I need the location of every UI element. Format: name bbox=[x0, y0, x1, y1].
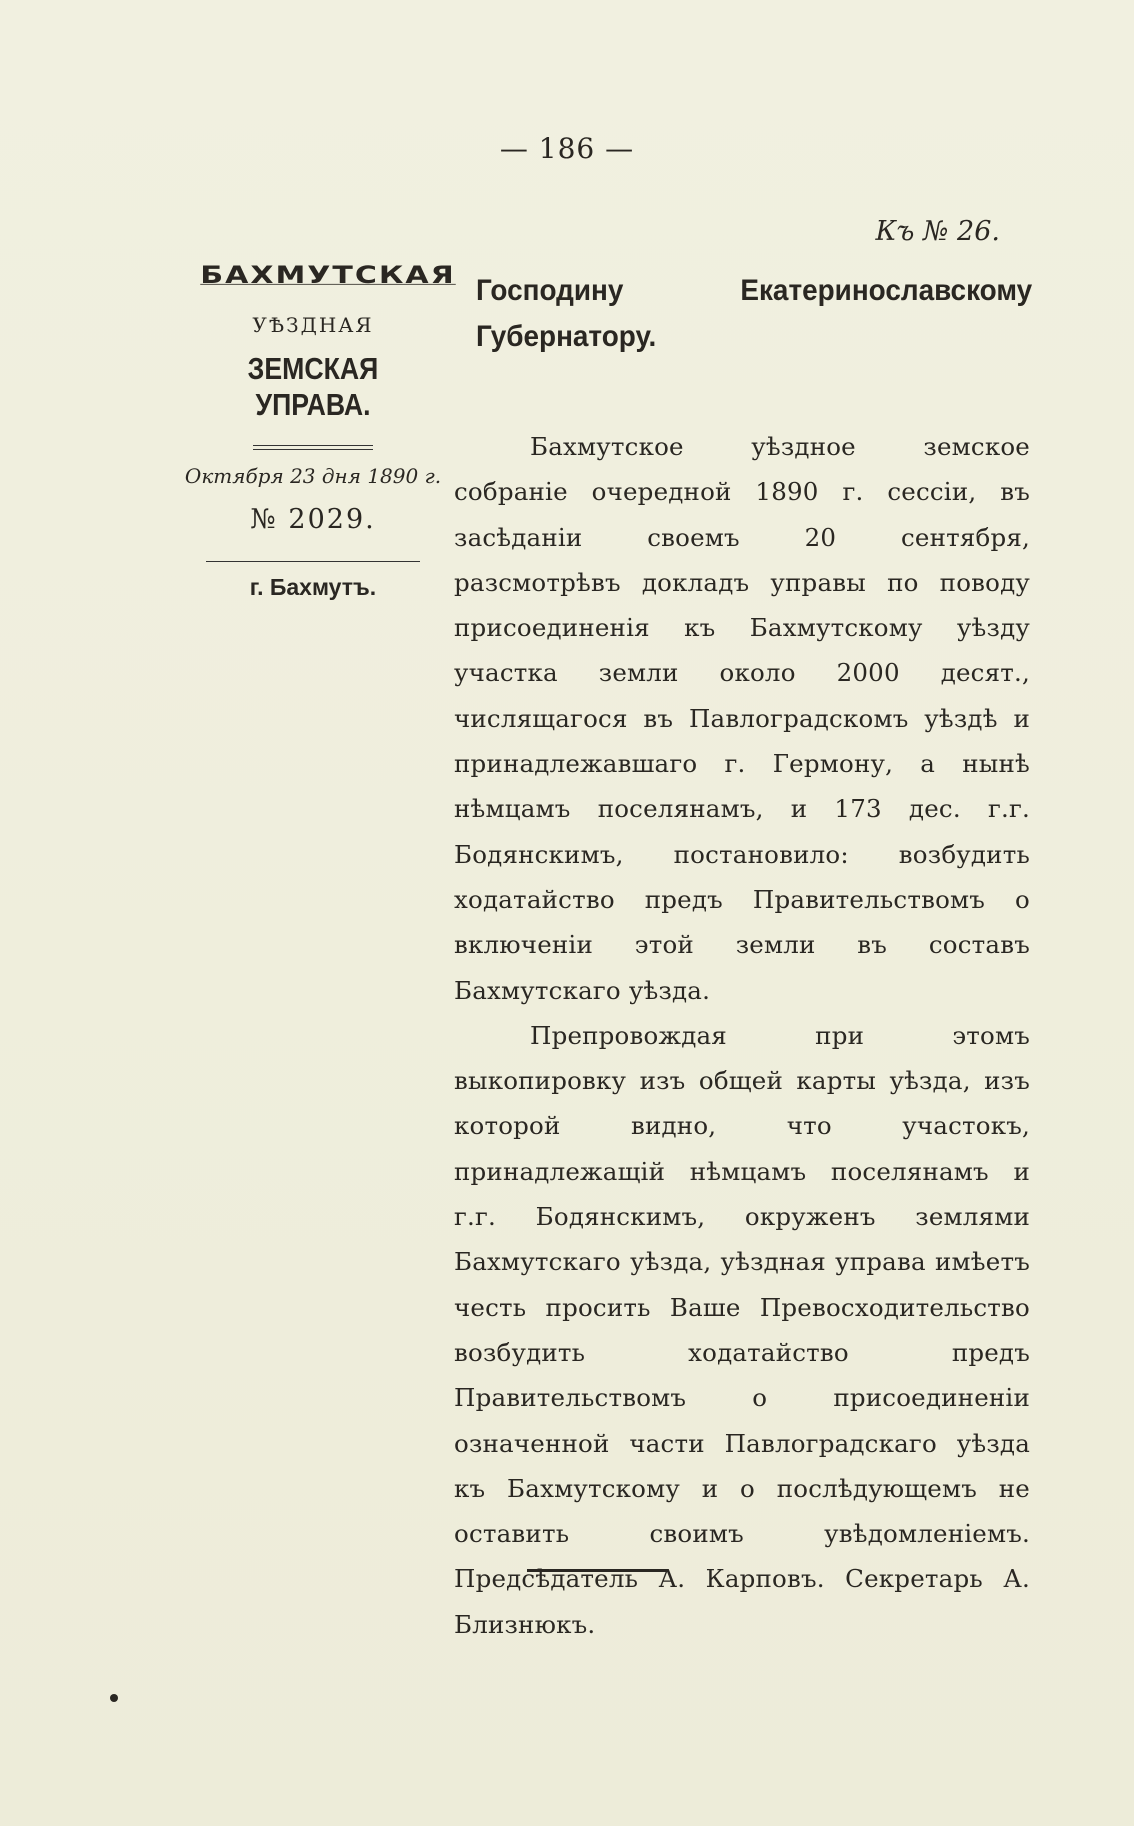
letter-body bbox=[454, 424, 1030, 1647]
paragraph: Бахмутское уѣздное земское собраніе очередной 1890 г. сессіи, въ засѣданіи своемъ 20 сентября, разсмотрѣвъ докладъ управы по поводу присоединенія къ Бахмутскому уѣзду участка земли около 2000 десят., числящагося въ Павлоградскомъ уѣздѣ и принадлежавшаго г. Гермону, а нынѣ нѣмцамъ поселянамъ, и 173 дес. г.г. Бодянскимъ, постановило: возбудить ходатайство предъ Правительствомъ о включеніи этой земли въ составъ Бахмутскаго уѣзда. bbox=[454, 432, 1030, 1005]
divider bbox=[253, 445, 373, 450]
paragraph: Препровождая при этомъ выкопировку изъ общей карты уѣзда, изъ которой видно, что участокъ, принадлежащій нѣмцамъ поселянамъ и г.г. Бодянскимъ, окруженъ землями Бахмутскаго уѣзда, уѣздная управа имѣетъ честь просить Ваше Превосходительство возбудить ходатайство предъ Правительствомъ о присоединеніи означенной части Павлоградскаго уѣзда къ Бахмутскому и о послѣдующемъ не оставить своимъ увѣдомленіемъ. Предсѣдатель А. Карповъ. Секретарь А. Близнюкъ. bbox=[454, 1020, 1030, 1639]
sender-city: г. Бахмутъ. bbox=[249, 574, 377, 600]
letter-number: № 2029. bbox=[250, 504, 376, 535]
end-rule bbox=[527, 1569, 667, 1572]
addressee-heading: Господину Екатеринославскому Губернатору. bbox=[476, 274, 1033, 353]
divider bbox=[206, 561, 420, 562]
sender-line-3: ЗЕМСКАЯ УПРАВА. bbox=[247, 351, 379, 422]
reference-number: Къ № 26. bbox=[875, 216, 1000, 247]
sender-line-2: УѢЗДНАЯ bbox=[252, 313, 374, 337]
letter-date: Октября 23 дня 1890 г. bbox=[184, 464, 442, 488]
page-number: — 186 — bbox=[499, 132, 635, 165]
ink-spot bbox=[110, 1694, 118, 1702]
sender-line-1: БАХМУТСКАЯ bbox=[200, 261, 456, 290]
sender-block bbox=[168, 258, 458, 601]
